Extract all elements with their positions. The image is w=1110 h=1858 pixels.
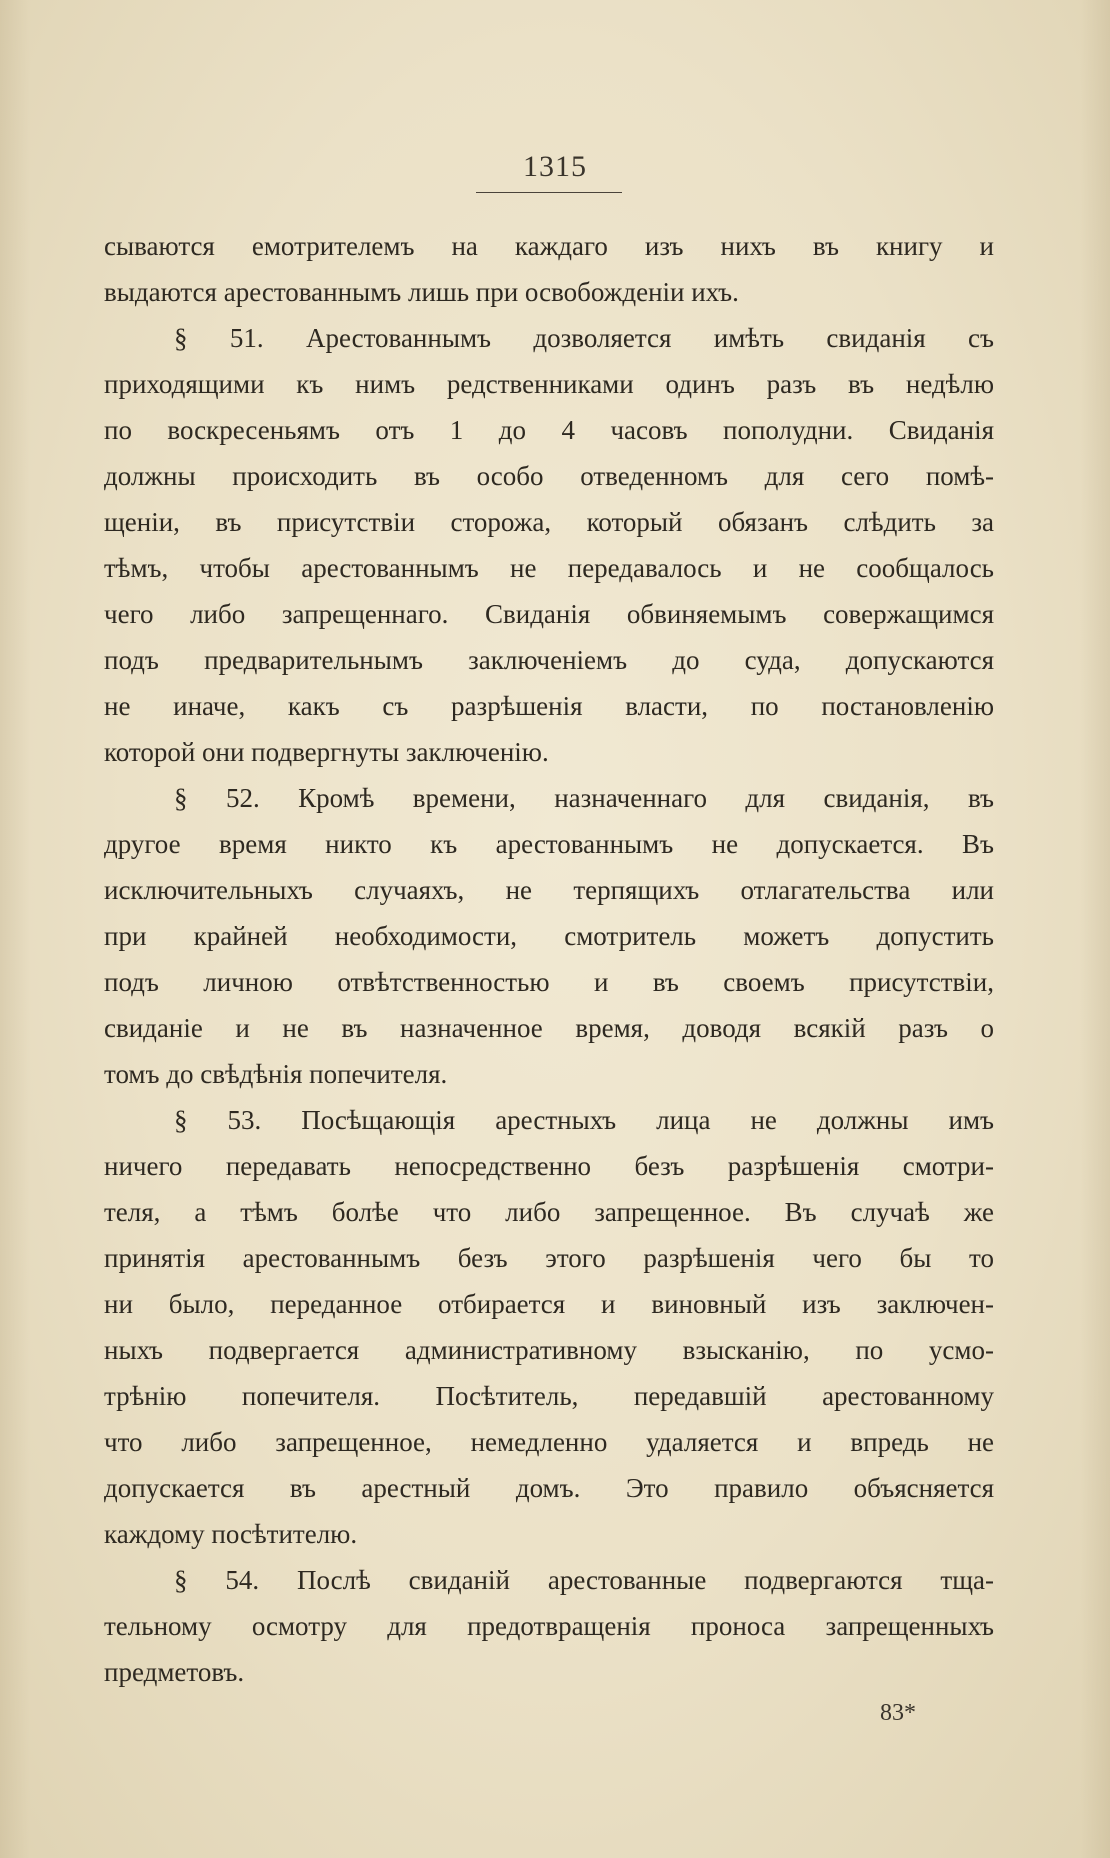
text-line: принятія арестованнымъ безъ этого разрѣшенія чего бы то (104, 1243, 994, 1273)
text-line: тельному осмотру для предотвращенія проноса запрещенныхъ (104, 1611, 994, 1641)
text-line: каждому посѣтителю. (104, 1519, 358, 1549)
paragraph-51-start: § 51. Арестованнымъ дозволяется имѣть свиданія съ (174, 323, 994, 353)
page-edge-right (1080, 0, 1110, 1858)
text-line: по воскресеньямъ отъ 1 до 4 часовъ пополудни. Свиданія (104, 415, 994, 445)
text-line: чего либо запрещеннаго. Свиданія обвиняемымъ совержащимся (104, 599, 994, 629)
text-line: не иначе, какъ съ разрѣшенія власти, по постановленію (104, 691, 994, 721)
text-line: исключительныхъ случаяхъ, не терпящихъ отлагательства или (104, 875, 994, 905)
body-text (104, 223, 994, 1695)
text-line: подъ личною отвѣтственностью и въ своемъ присутствіи, (104, 967, 994, 997)
text-line: сываются емотрителемъ на каждаго изъ нихъ въ книгу и (104, 231, 994, 261)
text-line: подъ предварительнымъ заключеніемъ до суда, допускаются (104, 645, 994, 675)
text-line: которой они подвергнуты заключенію. (104, 737, 549, 767)
text-line: теля, а тѣмъ болѣе что либо запрещенное. Въ случаѣ же (104, 1197, 994, 1227)
text-line: ни было, переданное отбирается и виновный изъ заключен- (104, 1289, 994, 1319)
page-number-rule (476, 192, 622, 193)
text-line: томъ до свѣдѣнія попечителя. (104, 1059, 448, 1089)
paragraph-52-start: § 52. Кромѣ времени, назначеннаго для свиданія, въ (174, 783, 994, 813)
text-line: что либо запрещенное, немедленно удаляется и впредь не (104, 1427, 994, 1457)
text-line: выдаются арестованнымъ лишь при освобожденіи ихъ. (104, 277, 739, 307)
text-line: трѣнію попечителя. Посѣтитель, передавшій арестованному (104, 1381, 994, 1411)
text-line: другое время никто къ арестованнымъ не допускается. Въ (104, 829, 994, 859)
text-line: ничего передавать непосредственно безъ разрѣшенія смотри- (104, 1151, 994, 1181)
page-number: 1315 (523, 150, 587, 183)
text-line: допускается въ арестный домъ. Это правило объясняется (104, 1473, 994, 1503)
page-edge-left (0, 0, 30, 1858)
paragraph-54-start: § 54. Послѣ свиданій арестованные подвергаются тща- (174, 1565, 994, 1595)
text-line: предметовъ. (104, 1657, 245, 1687)
text-line: ныхъ подвергается административному взысканію, по усмо- (104, 1335, 994, 1365)
text-line: щеніи, въ присутствіи сторожа, который обязанъ слѣдить за (104, 507, 994, 537)
text-line: тѣмъ, чтобы арестованнымъ не передавалось и не сообщалось (104, 553, 994, 583)
text-line: приходящими къ нимъ редственниками одинъ разъ въ недѣлю (104, 369, 994, 399)
signature-mark: 83* (880, 1700, 916, 1726)
paragraph-53-start: § 53. Посѣщающія арестныхъ лица не должны имъ (174, 1105, 994, 1135)
text-line: свиданіе и не въ назначенное время, доводя всякій разъ о (104, 1013, 994, 1043)
text-line: при крайней необходимости, смотритель можетъ допустить (104, 921, 994, 951)
text-line: должны происходить въ особо отведенномъ для сего помѣ- (104, 461, 994, 491)
